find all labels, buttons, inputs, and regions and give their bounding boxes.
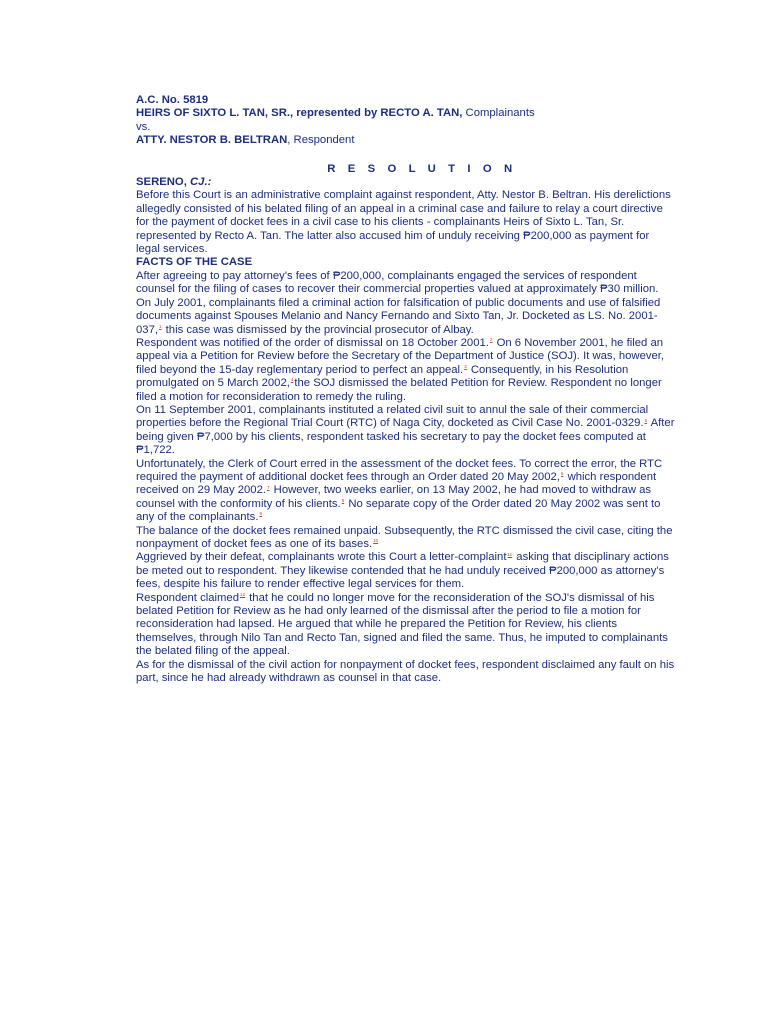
paragraph-text: Respondent was notified of the order of dismissal on 18 October 2001. [136, 336, 489, 349]
footnote-link[interactable]: 5 [644, 417, 648, 423]
paragraph-text: On 11 September 2001, complainants instituted a related civil suit to annul the sale of their commercial properties before the Regional Trial Court (RTC) of Naga City, docketed as Civil Case No. 2001-0329. [136, 403, 649, 430]
footnote-link[interactable]: 4 [290, 377, 294, 383]
paragraph-criminal-action [136, 297, 676, 337]
paragraph-text: Consequently, in his Resolution promulgated on 5 March 2002, [136, 363, 629, 390]
respondent-role: , Respondent [287, 134, 355, 147]
footnote-link[interactable]: 1 [159, 323, 162, 329]
paragraph-text: After being given ₱7,000 by his clients, respondent tasked his secretary to pay the docket fees computed at ₱1,722. [136, 417, 675, 457]
paragraph-text: this case was dismissed by the provincial prosecutor of Albay. [162, 323, 474, 336]
footnote-link[interactable]: 7 [267, 484, 270, 490]
footnote-link[interactable]: 9 [259, 511, 262, 517]
document-body [136, 94, 676, 685]
case-parties [136, 107, 676, 147]
ponente-name: SERENO, [136, 176, 187, 189]
section-heading: FACTS OF THE CASE [136, 256, 253, 269]
ponente-line [136, 176, 676, 189]
case-number: A.C. No. 5819 [136, 94, 209, 106]
paragraph-dismissal [136, 337, 676, 404]
paragraph-text: The balance of the docket fees remained unpaid. Subsequently, the RTC dismissed the civil case, citing the nonpayment of docket fees as one of its bases. [136, 524, 673, 550]
paragraph-text: On July 2001, complainants filed a criminal action for falsification of public documents and use of falsified documents against Spouses Melanio and Nancy Fernando and Sixto Tan, Jr. Docketed as LS. No. 2001-037, [136, 296, 661, 336]
footnote-link[interactable]: 11 [507, 551, 513, 557]
versus-label: vs. [136, 120, 151, 133]
respondent-name: ATTY. NESTOR B. BELTRAN [136, 134, 288, 147]
paragraph-text: Respondent claimed [136, 591, 239, 604]
paragraph-text: However, two weeks earlier, on 13 May 2002, he had moved to withdraw as counsel with the conformity of his clients. [136, 484, 652, 510]
paragraph-text: which respondent received on 29 May 2002. [136, 470, 657, 497]
paragraph-text: Aggrieved by their defeat, complainants wrote this Court a letter-complaint [136, 551, 507, 564]
paragraph-text: On 6 November 2001, he filed an appeal via a Petition for Review before the Secretary of the Department of Justice (SOJ). It was, however, filed beyond the 15-day reglementary period to perfect an appeal. [136, 336, 665, 376]
resolution-title: R E S O L U T I O N [327, 162, 517, 175]
paragraph-balance-unpaid [136, 525, 676, 552]
paragraph-letter-complaint [136, 551, 676, 591]
paragraph-text: No separate copy of the Order dated 20 May 2002 was sent to any of the complainants. [136, 497, 661, 524]
complainants-line [136, 107, 676, 120]
footnote-link[interactable]: 12 [240, 591, 246, 597]
footnote-link[interactable]: 2 [489, 337, 493, 343]
paragraph-fees: After agreeing to pay attorney's fees of ₱200,000, complainants engaged the services of respondent counsel for the filing of cases to recover their commercial properties valued at approximately ₱30 million. [136, 269, 659, 296]
paragraph-intro: Before this Court is an administrative complaint against respondent, Atty. Nestor B. Beltran. His derelictions allegedly consisted of his belated filing of an appeal in a criminal case and failure to relay a court directive for the payment of docket fees in a civil case to his clients - complainants Heirs of Sixto L. Tan, Sr. represented by Recto A. Tan. The latter also accused him of unduly receiving ₱200,000 as payment for legal services. [136, 189, 671, 256]
paragraph-civil-dismissal: As for the dismissal of the civil action for nonpayment of docket fees, respondent disclaimed any fault on his part, since he had already withdrawn as counsel in that case. [136, 658, 675, 685]
respondent-line [136, 134, 676, 147]
complainants-name: HEIRS OF SIXTO L. TAN, SR., represented by RECTO A. TAN, [136, 107, 463, 120]
footnote-link[interactable]: 10 [373, 538, 379, 544]
paragraph-text: that he could no longer move for the reconsideration of the SOJ's dismissal of his belated Petition for Review as he had only learned of the dismissal after the period to file a motion for reconsideration had lapsed. He argued that while he prepared the Petition for Review, his clients themselves, through Nilo Tan and Recto Tan, signed and filed the same. Thus, he imputed to complainants the belated filing of the appeal. [136, 591, 668, 658]
paragraph-docket-error [136, 458, 676, 525]
complainants-role: Complainants [465, 107, 535, 120]
paragraph-text: asking that disciplinary actions be meted out to respondent. They likewise contended that he had unduly received ₱200,000 as attorney's fees, despite his failure to render effective legal services for them. [136, 551, 669, 591]
paragraph-text: Unfortunately, the Clerk of Court erred in the assessment of the docket fees. To correct the error, the RTC required the payment of additional docket fees through an Order dated 20 May 2002, [136, 457, 663, 483]
footnote-link[interactable]: 6 [560, 471, 564, 477]
ponente-title: CJ.: [190, 176, 212, 189]
paragraph-respondent-claim [136, 592, 676, 659]
footnote-link[interactable]: 3 [464, 363, 467, 369]
paragraph-civil-suit [136, 404, 676, 458]
footnote-link[interactable]: 8 [341, 498, 345, 504]
paragraph-text: the SOJ dismissed the belated Petition for Review. Respondent no longer filed a motion for reconsideration to remedy the ruling. [136, 377, 662, 403]
